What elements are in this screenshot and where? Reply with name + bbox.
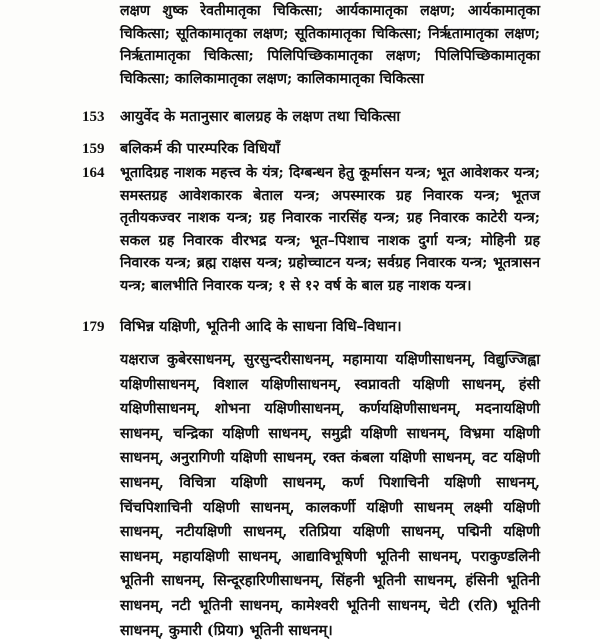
page-number: 164 (82, 165, 105, 181)
page-number: 153 (82, 109, 105, 125)
section-heading: विभिन्न यक्षिणी, भूतिनी आदि के साधना विधि–विधान। (120, 318, 402, 335)
page-number: 179 (82, 319, 105, 335)
section-paragraph: भूतादिग्रह नाशक महत्त्व के यंत्र; दिग्बन्धन हेतु कूर्मासन यन्त्र; भूत आवेशकर यन्त्र; समस्तग्रह आवेशकारक बेताल यन्त्र; अपस्मारक ग्रह निवारक यन्त्र; भूतज तृतीयकज्वर नाशक यन्त्र; ग्रह निवारक नारसिंह यन्त्र; ग्रह निवारक काटेरी यन्त्र; सकल ग्रह निवारक वीरभद्र यन्त्र; भूत–पिशाच नाशक दुर्गा यन्त्र; मोहिनी ग्रह निवारक यन्त्र; ब्रह्म राक्षस यन्त्र; ग्रहोच्चाटन यन्त्र; सर्वग्रह निवारक यन्त्र; भूतत्रासन यन्त्र; बालभीति निवारक यन्त्र; १ से १२ वर्ष के बाल ग्रह नाशक यन्त्र। (120, 165, 540, 294)
section-paragraph: यक्षराज कुबेरसाधनम्, सुरसुन्दरीसाधनम्, महामाया यक्षिणीसाधनम्, विद्युज्जिह्वा यक्षिणीसाधनम्, विशाल यक्षिणीसाधनम्, स्वप्नावती यक्षिणी साधनम्, हंसी यक्षिणीसाधनम्, शोभना यक्षिणीसाधनम्, कर्णयक्षिणीसाधनम्, मदनायक्षिणी साधनम्, चन्द्रिका यक्षिणी साधनम्, समुद्री यक्षिणी साधनम्, विभ्रमा यक्षिणी साधनम्, अनुरागिणी यक्षिणी साधनम्, रक्त कंबला यक्षिणी साधनम्, वट यक्षिणी साधनम्, विचित्रा यक्षिणी साधनम्, कर्ण पिशाचिनी यक्षिणी साधनम्, चिंचपिशाचिनी यक्षिणी साधनम्, कालकर्णी यक्षिणी साधनम् लक्ष्मी यक्षिणी साधनम्, नटीयक्षिणी साधनम्, रतिप्रिया यक्षिणी साधनम्, पद्मिनी यक्षिणी साधनम्, महायक्षिणी साधनम्, आद्याविभूषिणी भूतिनी साधनम्, पराकुण्डलिनी भूतिनी साधनम्, सिन्दूरहारिणीसाधनम्, सिंहनी भूतिनी साधनम्, हंसिनी भूतिनी साधनम्, नटी भूतिनी साधनम्, कामेश्वरी भूतिनी साधनम्, चेटी (रति) भूतिनी साधनम्, कुमारी (प्रिया) भूतिनी साधनम्। (120, 351, 540, 639)
section-heading: आयुर्वेद के मतानुसार बालग्रह के लक्षण तथा चिकित्सा (120, 108, 401, 125)
page-number: 159 (82, 141, 105, 157)
continuation-paragraph: लक्षण शुष्क रेवतीमातृका चिकित्सा; आर्यकामातृका लक्षण; आर्यकामातृका चिकित्सा; सूतिकामातृका लक्षण; सूतिकामातृका चिकित्सा; निर्ऋतामातृका लक्षण; निर्ऋतामातृका चिकित्सा; पिलिपिच्छिकामातृका लक्षण; पिलिपिच्छिकामातृका चिकित्सा; कालिकामातृका लक्षण; कालिकामातृका चिकित्सा (120, 3, 540, 87)
section-heading: बलिकर्म की पारम्परिक विधियाँ (120, 140, 280, 157)
